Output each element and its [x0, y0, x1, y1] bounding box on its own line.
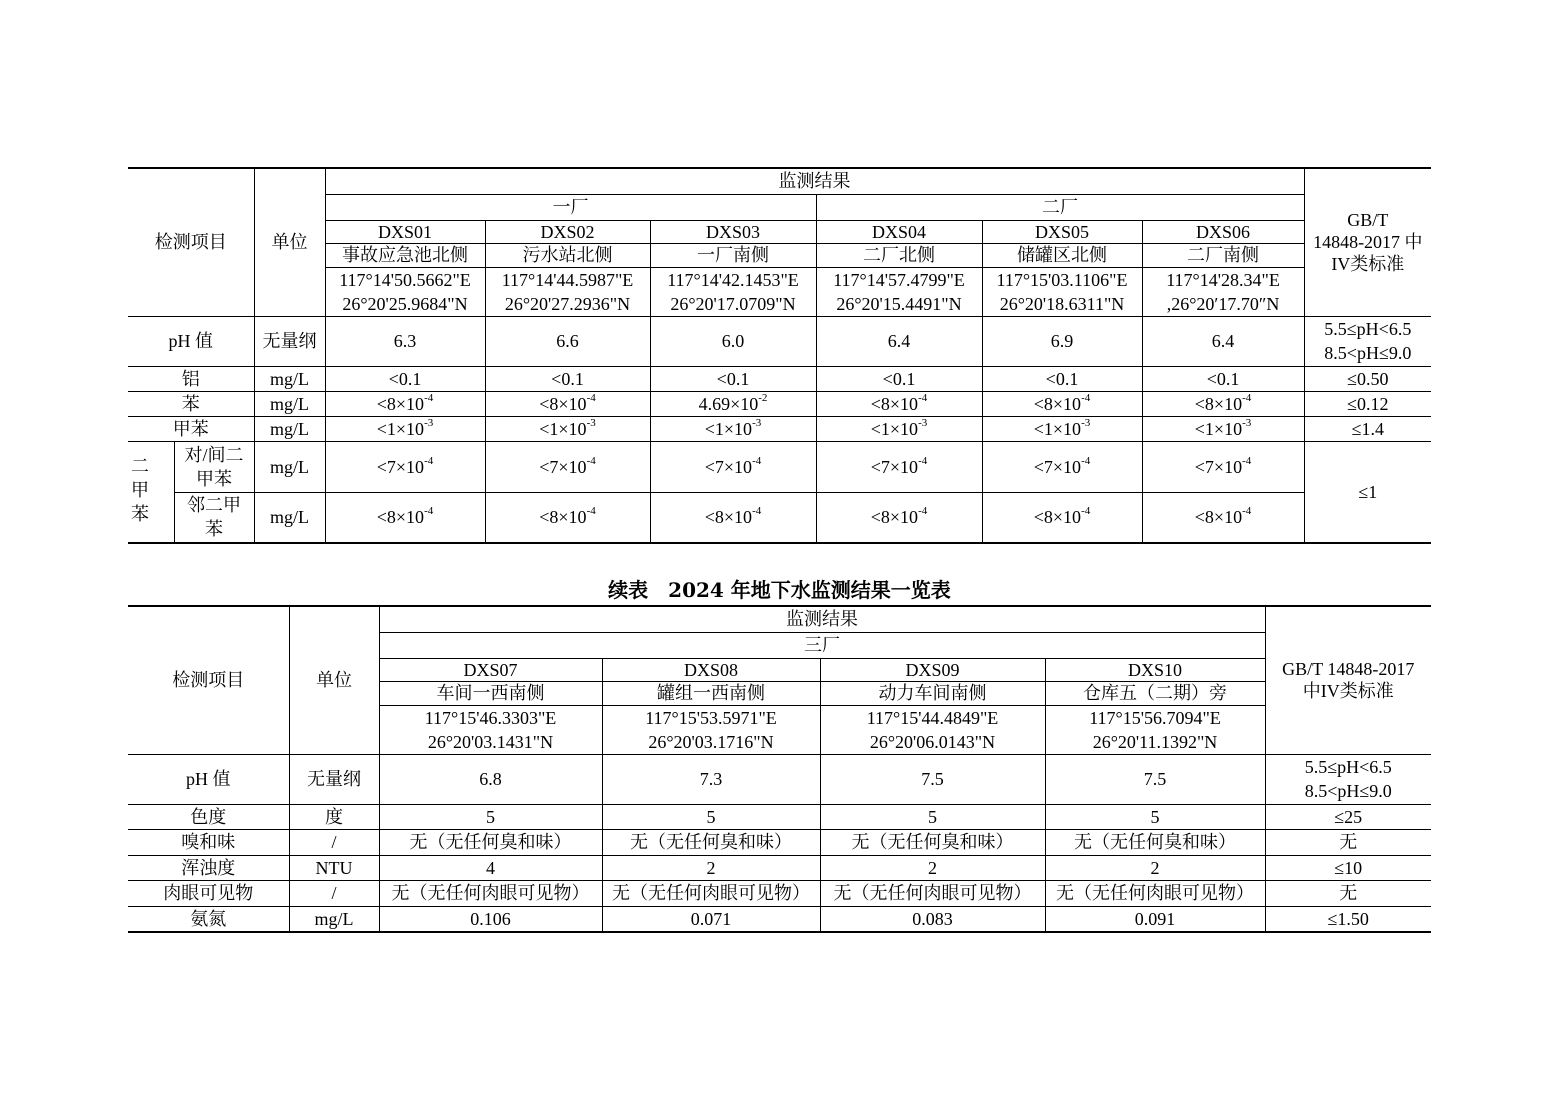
value-cell: 0.106	[379, 906, 602, 932]
site-location: 二厂南侧	[1142, 243, 1304, 267]
value-exponent: -3	[752, 416, 762, 429]
value-exponent: -4	[586, 505, 596, 518]
value-exponent: -4	[1081, 454, 1091, 467]
value-base: 4.69×10	[698, 393, 759, 414]
site-location: 一厂南侧	[650, 243, 816, 267]
value-exponent: -4	[918, 391, 928, 404]
header-results: 监测结果	[325, 168, 1304, 194]
value-cell	[816, 391, 982, 416]
value-base: <1×10	[704, 418, 753, 439]
site-latitude: 26°20'03.1431"N	[427, 731, 554, 752]
value-cell	[982, 492, 1142, 543]
site-latitude: 26°20'11.1392"N	[1092, 731, 1218, 752]
site-longitude: 117°15'46.3303"E	[424, 707, 557, 728]
site-coordinates	[485, 267, 650, 316]
row-unit: NTU	[289, 855, 379, 880]
value-base: <1×10	[376, 418, 425, 439]
site-longitude: 117°14'44.5987"E	[501, 269, 634, 290]
site-longitude: 117°14'28.34"E	[1166, 269, 1280, 290]
site-latitude: 26°20'15.4491"N	[836, 293, 962, 314]
value-cell: 无（无任何臭和味）	[379, 829, 602, 855]
header-item: 检测项目	[128, 168, 254, 316]
value-cell: 6.3	[325, 316, 485, 366]
monitoring-table-plant-3	[128, 605, 1431, 933]
value-base: <8×10	[1033, 507, 1082, 528]
value-exponent: -4	[1081, 391, 1091, 404]
value-cell	[325, 416, 485, 441]
standard-line: GB/T	[1347, 210, 1389, 231]
standard-cell: ≤1	[1304, 441, 1431, 543]
site-latitude: 26°20'27.2936"N	[504, 293, 631, 314]
site-coordinates	[1045, 705, 1265, 754]
value-cell: 2	[1045, 855, 1265, 880]
site-latitude: ,26°20′17.70″N	[1166, 293, 1280, 314]
value-cell: 6.6	[485, 316, 650, 366]
site-location: 动力车间南侧	[820, 681, 1045, 705]
row-unit: 度	[289, 804, 379, 829]
value-exponent: -4	[752, 454, 762, 467]
value-cell	[650, 441, 816, 492]
header-unit: 单位	[289, 606, 379, 754]
value-cell	[485, 492, 650, 543]
site-location: 污水站北侧	[485, 243, 650, 267]
standard-cell: ≤25	[1265, 804, 1431, 829]
row-label-ph: pH 值	[128, 316, 254, 366]
value-base: <1×10	[1194, 418, 1243, 439]
value-cell: <0.1	[325, 366, 485, 391]
site-longitude: 117°15'03.1106"E	[996, 269, 1128, 290]
site-location: 事故应急池北侧	[325, 243, 485, 267]
standard-cell: ≤0.12	[1304, 391, 1431, 416]
header-item: 检测项目	[128, 606, 289, 754]
value-cell	[816, 416, 982, 441]
standard-line: 8.5<pH≤9.0	[1304, 781, 1392, 801]
site-coordinates	[602, 705, 820, 754]
value-cell: 5	[379, 804, 602, 829]
value-cell	[1142, 441, 1304, 492]
value-cell: 7.5	[820, 754, 1045, 804]
value-exponent: -3	[424, 416, 434, 429]
site-latitude: 26°20'06.0143"N	[869, 731, 996, 752]
site-location: 储罐区北侧	[982, 243, 1142, 267]
site-coordinates	[1142, 267, 1304, 316]
group-plant-1: 一厂	[325, 194, 816, 220]
site-latitude: 26°20'03.1716"N	[648, 731, 774, 752]
value-base: <1×10	[539, 418, 587, 439]
value-cell	[1142, 391, 1304, 416]
value-cell: 5	[1045, 804, 1265, 829]
value-exponent: -4	[424, 505, 434, 518]
value-cell: 无（无任何肉眼可见物）	[602, 880, 820, 906]
value-cell: <0.1	[485, 366, 650, 391]
standard-cell: ≤1.4	[1304, 416, 1431, 441]
standard-cell	[1265, 754, 1431, 804]
site-id: DXS02	[485, 220, 650, 243]
value-cell: 5	[602, 804, 820, 829]
value-cell: 无（无任何臭和味）	[1045, 829, 1265, 855]
value-base: <8×10	[870, 507, 919, 528]
standard-line: 中IV类标准	[1302, 681, 1394, 702]
standard-line: 14848-2017 中	[1313, 232, 1423, 253]
row-unit: mg/L	[254, 366, 325, 391]
table-caption: 续表 2024 年地下水监测结果一览表	[608, 578, 951, 602]
value-cell: 4	[379, 855, 602, 880]
value-cell: 2	[602, 855, 820, 880]
value-base: <1×10	[1033, 418, 1082, 439]
value-cell	[650, 391, 816, 416]
value-cell	[1142, 492, 1304, 543]
site-id: DXS06	[1142, 220, 1304, 243]
value-base: <1×10	[870, 418, 919, 439]
value-exponent: -2	[758, 391, 768, 404]
value-base: <8×10	[539, 507, 587, 528]
value-base: <7×10	[1194, 456, 1243, 477]
standard-line: IV类标准	[1331, 254, 1405, 275]
value-base: <8×10	[376, 393, 425, 414]
row-label-color: 色度	[128, 804, 289, 829]
value-base: <8×10	[1033, 393, 1082, 414]
site-longitude: 117°15'56.7094"E	[1089, 707, 1221, 728]
site-id: DXS07	[379, 658, 602, 681]
value-exponent: -4	[1081, 505, 1091, 518]
group-plant-3: 三厂	[379, 632, 1265, 658]
site-coordinates	[982, 267, 1142, 316]
site-latitude: 26°20'17.0709"N	[670, 293, 796, 314]
value-cell: 7.3	[602, 754, 820, 804]
site-id: DXS09	[820, 658, 1045, 681]
value-cell	[325, 391, 485, 416]
standard-line: 5.5≤pH<6.5	[1304, 757, 1392, 777]
row-label-turbidity: 浑浊度	[128, 855, 289, 880]
row-unit: mg/L	[289, 906, 379, 932]
value-cell	[816, 492, 982, 543]
label-line: 甲苯	[196, 468, 232, 489]
value-cell: <0.1	[650, 366, 816, 391]
standard-cell: ≤1.50	[1265, 906, 1431, 932]
value-exponent: -4	[918, 454, 928, 467]
standard-line: GB/T 14848-2017	[1282, 659, 1415, 680]
row-label-ph: pH 值	[128, 754, 289, 804]
value-exponent: -4	[424, 391, 434, 404]
group-plant-2: 二厂	[816, 194, 1304, 220]
value-cell: 2	[820, 855, 1045, 880]
value-exponent: -4	[1242, 505, 1252, 518]
row-unit: mg/L	[254, 492, 325, 543]
value-exponent: -4	[586, 454, 596, 467]
site-coordinates	[816, 267, 982, 316]
value-cell: 6.8	[379, 754, 602, 804]
standard-cell: ≤10	[1265, 855, 1431, 880]
value-exponent: -4	[1242, 391, 1252, 404]
value-cell	[982, 391, 1142, 416]
value-exponent: -4	[1242, 454, 1252, 467]
value-cell: 5	[820, 804, 1045, 829]
standard-cell: 无	[1265, 829, 1431, 855]
site-location: 二厂北侧	[816, 243, 982, 267]
value-cell: 0.091	[1045, 906, 1265, 932]
site-location: 罐组一西南侧	[602, 681, 820, 705]
value-cell: 无（无任何肉眼可见物）	[379, 880, 602, 906]
site-longitude: 117°15'53.5971"E	[645, 707, 777, 728]
value-base: <8×10	[1194, 393, 1243, 414]
row-unit: /	[289, 829, 379, 855]
site-longitude: 117°14'57.4799"E	[833, 269, 965, 290]
value-exponent: -3	[1242, 416, 1252, 429]
label-line: 苯	[205, 519, 223, 540]
site-latitude: 26°20'18.6311"N	[999, 293, 1125, 314]
value-cell	[485, 441, 650, 492]
standard-cell: ≤0.50	[1304, 366, 1431, 391]
value-exponent: -3	[586, 416, 596, 429]
site-id: DXS05	[982, 220, 1142, 243]
value-cell: <0.1	[1142, 366, 1304, 391]
header-standard	[1304, 168, 1431, 316]
site-coordinates	[650, 267, 816, 316]
site-id: DXS08	[602, 658, 820, 681]
site-longitude: 117°15'44.4849"E	[866, 707, 999, 728]
row-label-ammonia-nitrogen: 氨氮	[128, 906, 289, 932]
value-base: <7×10	[870, 456, 919, 477]
row-label-aluminum: 铝	[128, 366, 254, 391]
row-label-odor: 嗅和味	[128, 829, 289, 855]
site-id: DXS04	[816, 220, 982, 243]
value-cell	[650, 492, 816, 543]
value-cell: 无（无任何肉眼可见物）	[820, 880, 1045, 906]
row-unit: 无量纲	[289, 754, 379, 804]
value-cell: 0.071	[602, 906, 820, 932]
value-exponent: -4	[752, 505, 762, 518]
xylene-group-label: 二甲苯	[129, 455, 149, 528]
value-cell: 6.4	[816, 316, 982, 366]
value-base: <7×10	[376, 456, 425, 477]
value-cell	[982, 441, 1142, 492]
value-cell: 7.5	[1045, 754, 1265, 804]
row-unit: /	[289, 880, 379, 906]
label-line: 邻二甲	[187, 495, 241, 516]
value-exponent: -3	[918, 416, 928, 429]
monitoring-table-plants-1-2	[128, 167, 1431, 544]
row-label-o-xylene	[174, 492, 254, 543]
site-latitude: 26°20'25.9684"N	[342, 293, 468, 314]
value-cell	[650, 416, 816, 441]
value-cell	[1142, 416, 1304, 441]
value-base: <7×10	[539, 456, 587, 477]
site-coordinates	[379, 705, 602, 754]
value-exponent: -3	[1081, 416, 1091, 429]
value-cell: 6.9	[982, 316, 1142, 366]
value-exponent: -4	[424, 454, 434, 467]
value-base: <8×10	[376, 507, 425, 528]
value-cell: <0.1	[816, 366, 982, 391]
label-line: 对/间二	[184, 444, 244, 465]
value-exponent: -4	[918, 505, 928, 518]
header-unit: 单位	[254, 168, 325, 316]
site-longitude: 117°14'42.1453"E	[667, 269, 799, 290]
row-label-benzene: 苯	[128, 391, 254, 416]
site-location: 车间一西南侧	[379, 681, 602, 705]
row-unit: mg/L	[254, 391, 325, 416]
value-cell	[982, 416, 1142, 441]
row-label-visible-matter: 肉眼可见物	[128, 880, 289, 906]
site-coordinates	[820, 705, 1045, 754]
standard-cell	[1304, 316, 1431, 366]
site-location: 仓库五（二期）旁	[1045, 681, 1265, 705]
site-id: DXS01	[325, 220, 485, 243]
value-cell: 6.0	[650, 316, 816, 366]
value-cell: 无（无任何臭和味）	[602, 829, 820, 855]
value-cell	[325, 441, 485, 492]
standard-line: 8.5<pH≤9.0	[1324, 343, 1412, 363]
row-label-toluene: 甲苯	[128, 416, 254, 441]
standard-line: 5.5≤pH<6.5	[1324, 319, 1412, 339]
row-group-xylene	[128, 441, 174, 543]
value-cell	[816, 441, 982, 492]
value-base: <8×10	[1194, 507, 1243, 528]
standard-cell: 无	[1265, 880, 1431, 906]
value-cell	[485, 416, 650, 441]
row-unit: mg/L	[254, 441, 325, 492]
value-cell	[485, 391, 650, 416]
header-results: 监测结果	[379, 606, 1265, 632]
value-cell: <0.1	[982, 366, 1142, 391]
value-base: <8×10	[870, 393, 919, 414]
row-unit: mg/L	[254, 416, 325, 441]
header-standard	[1265, 606, 1431, 754]
value-cell: 无（无任何肉眼可见物）	[1045, 880, 1265, 906]
value-base: <8×10	[539, 393, 587, 414]
value-base: <8×10	[704, 507, 753, 528]
value-cell: 6.4	[1142, 316, 1304, 366]
value-base: <7×10	[704, 456, 753, 477]
value-cell: 0.083	[820, 906, 1045, 932]
site-id: DXS03	[650, 220, 816, 243]
value-base: <7×10	[1033, 456, 1082, 477]
site-id: DXS10	[1045, 658, 1265, 681]
value-cell: 无（无任何臭和味）	[820, 829, 1045, 855]
value-exponent: -4	[586, 391, 596, 404]
site-coordinates	[325, 267, 485, 316]
row-unit: 无量纲	[254, 316, 325, 366]
row-label-mp-xylene	[174, 441, 254, 492]
site-longitude: 117°14'50.5662"E	[339, 269, 471, 290]
value-cell	[325, 492, 485, 543]
